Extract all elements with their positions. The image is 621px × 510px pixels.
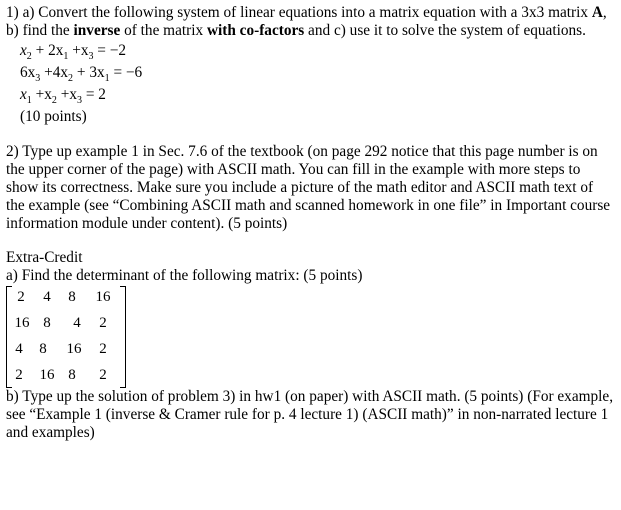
extra-credit-heading: Extra-Credit <box>6 249 83 266</box>
extra-credit-part-a: a) Find the determinant of the following matrix: (5 points) <box>6 267 363 284</box>
matrix-cell: 2 <box>17 289 25 305</box>
extra-credit-part-b: b) Type up the solution of problem 3) in hw1 (on paper) with ASCII math. (5 points) (For example, see “Example 1 (inverse & Cramer rule for p. 4 lecture 1) (ASCII math)” in non-narrated lecture 1 and examples) <box>6 388 614 441</box>
matrix-cell: 16 <box>66 341 82 357</box>
matrix-cell: 2 <box>99 367 107 383</box>
q1-text-2: , b) find the <box>6 4 607 39</box>
matrix-cell: 2 <box>99 315 107 331</box>
matrix-cell: 8 <box>39 341 47 357</box>
determinant-matrix <box>6 286 126 386</box>
matrix-cell: 16 <box>39 367 55 383</box>
matrix-cell: 4 <box>73 315 81 331</box>
matrix-cell: 8 <box>68 367 76 383</box>
homework-document <box>6 4 614 442</box>
matrix-cell: 4 <box>15 341 23 357</box>
q1-bold-cofactors: with co-factors <box>206 22 305 39</box>
question-1-intro <box>6 4 614 40</box>
matrix-cell: 16 <box>95 289 111 305</box>
matrix-cell: 8 <box>68 289 76 305</box>
q1-bold-matrix-a: A <box>591 4 603 21</box>
q1-text-4: and c) use it to solve the system of equations. <box>304 22 586 39</box>
q1-text-3: of the matrix <box>120 22 207 39</box>
matrix-cell: 2 <box>99 341 107 357</box>
q1-text-1: 1) a) Convert the following system of linear equations into a matrix equation with a 3x3 matrix <box>6 4 592 21</box>
matrix-cell: 16 <box>14 315 30 331</box>
equation-1: $x_2 + 2x_1 +x_3 = -2$ <box>20 42 127 62</box>
matrix-right-bracket <box>120 286 126 388</box>
question-2: 2) Type up example 1 in Sec. 7.6 of the textbook (on page 292 notice that this page number is on the upper corner of the page) with ASCII math. You can fill in the example with more steps to show its correctness. Make sure you include a picture of the math editor and ASCII math text of the example (see “Combining ASCII math and scanned homework in one file” in Important course information module under content). (5 points) <box>6 143 611 232</box>
matrix-cell: 8 <box>43 315 51 331</box>
q1-bold-inverse: inverse <box>73 22 121 39</box>
equation-system <box>20 40 614 128</box>
equation-2: $6x_3 +4x_2 + 3x_1 = -6$ <box>20 64 143 84</box>
question-1-points: (10 points) <box>20 108 87 125</box>
matrix-cell: 4 <box>43 289 51 305</box>
matrix-cell: 2 <box>15 367 23 383</box>
equation-3: $x_1 +x_2 +x_3 = 2$ <box>20 86 106 106</box>
